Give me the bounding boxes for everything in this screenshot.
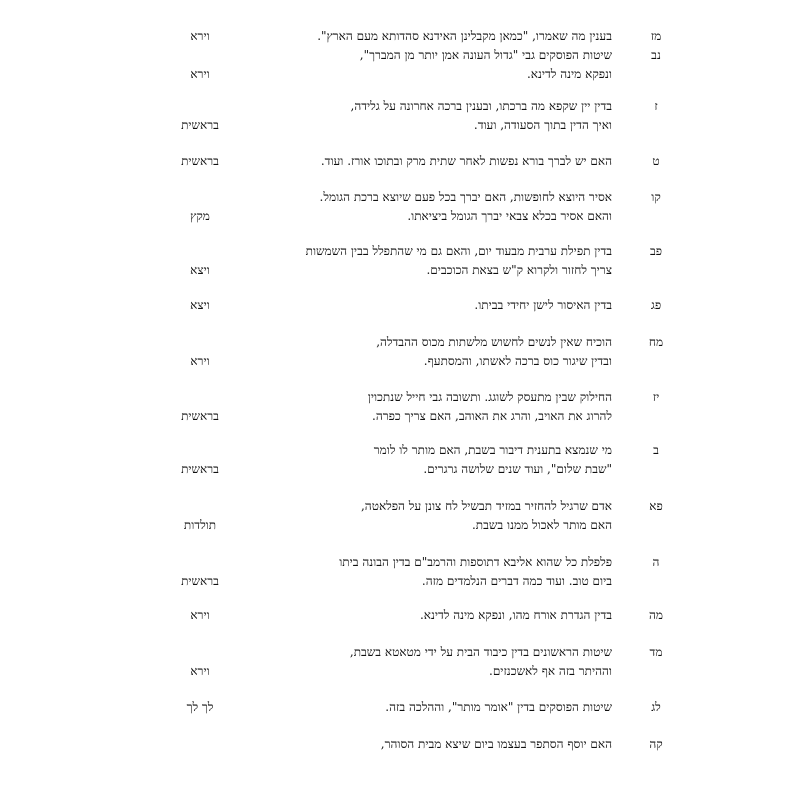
entry-text [232, 388, 612, 426]
entry-line: אדם שרגיל להחזיר במזיד תבשיל לח צונן על הפלאטה, [360, 499, 612, 513]
entry-text [232, 643, 612, 681]
entry-text [232, 97, 612, 135]
entry-parsha: לך לך [186, 700, 214, 714]
entry-number: יז [652, 390, 660, 404]
entry-line: האם יוסף הסתפר בעצמו ביום שיצא מבית הסוהר, [380, 737, 612, 751]
entry-parsha: וירא [190, 354, 210, 368]
entry-text [232, 296, 612, 315]
entry-text [232, 152, 612, 171]
entry-text [232, 606, 612, 625]
entry-parsha: וירא [190, 608, 210, 622]
entry-line: שיטות הראשונים בדין כיבוד הבית על ידי מטאטא בשבת, [349, 645, 612, 659]
entry-line: וההיתר בזה אף לאשכנזים. [489, 664, 612, 678]
entry-number: לג [651, 700, 661, 714]
entry-parsha: מקץ [190, 209, 210, 223]
entry-line: בדין הגדרת אורח מהו, ונפקא מינה לדינא. [419, 608, 612, 622]
entry-line: בדין האיסור לישן יחידי בביתו. [474, 298, 612, 312]
entry-text [232, 333, 612, 371]
entry-line: בענין מה שאמרו, "כמאן מקבלינן האידנא סהדותא מעם הארץ". [317, 29, 612, 43]
entry-number: מד [649, 645, 663, 659]
entry-number: פב [649, 244, 663, 258]
entry-line: להרוג את האויב, והרג את האוהב, האם צריך כפרה. [372, 409, 612, 423]
entry-line: הוכיח שאין לנשים לחשוש מלשתות מכוס ההבדלה, [376, 335, 612, 349]
entry-line: ובדין שיגור כוס ברכה לאשתו, והמסתעף. [423, 354, 612, 368]
entry-number: ט [652, 154, 660, 168]
entry-parsha: ויצא [190, 298, 210, 312]
entry-line: האם מותר לאכול ממנו בשבת. [471, 518, 612, 532]
entry-line: והאם אסיר בכלא צבאי יברך הגומל ביציאתו. [407, 209, 612, 223]
entry-parsha: וירא [190, 29, 210, 43]
entry-line: "שבת שלום", ועוד שנים שלושה גרגרים. [423, 462, 612, 476]
entry-line: בדין יין שקפא מה ברכתו, ובענין ברכה אחרונה על גלידה, [350, 99, 612, 113]
entry-text [232, 497, 612, 535]
entry-text [232, 441, 612, 479]
entry-parsha: וירא [190, 664, 210, 678]
entry-number: מה [648, 608, 663, 622]
entry-number: ז [654, 99, 658, 113]
entry-number: קה [649, 737, 663, 751]
entry-number: פג [650, 298, 662, 312]
entry-parsha: בראשית [181, 118, 219, 132]
entry-number: פא [649, 499, 663, 513]
entry-number: מז נב [650, 29, 662, 62]
entry-line: שיטות הפוסקים גבי "גדול העונה אמן יותר מן המברך", [359, 48, 612, 62]
entry-text [232, 735, 612, 754]
entry-line: בדין תפילת ערבית מבעוד יום, והאם גם מי שהתפלל בבין השמשות [305, 244, 612, 258]
entry-parsha: ויצא [190, 263, 210, 277]
entry-line: ונפקא מינה לדינא. [526, 67, 612, 81]
entry-text [232, 553, 612, 591]
entry-line: אסיר היוצא לחופשות, האם יברך בכל פעם שיוצא ברכת הגומל. [319, 190, 612, 204]
entry-parsha: בראשית [181, 154, 219, 168]
entry-text [232, 242, 612, 280]
entry-parsha: תולדות [183, 518, 217, 532]
entry-line: צריך לחזור ולקרוא ק"ש בצאת הכוכבים. [426, 263, 612, 277]
entry-number: מח [648, 335, 664, 349]
entry-parsha: בראשית [181, 409, 219, 423]
entry-text [232, 698, 612, 717]
entry-line: ואיך הדין בתוך הסעודה, ועוד. [473, 118, 612, 132]
entry-line: האם יש לברך בורא נפשות לאחר שתית מרק ובתוכו אורז. ועוד. [320, 154, 612, 168]
entry-parsha: בראשית [181, 462, 219, 476]
entry-line: פלפלת כל שהוא אליבא דתוספות והרמב"ם בדין הבונה ביתו [339, 555, 612, 569]
entry-line: החילוק שבין מתעסק לשוגג. ותשובה גבי חייל שנתכוין [367, 390, 612, 404]
entry-parsha: וירא [190, 67, 210, 81]
entry-number: ה [652, 555, 660, 569]
entry-number: ב [653, 443, 659, 457]
entry-line: ביום טוב. ועוד כמה דברים הנלמדים מזה. [421, 574, 612, 588]
entry-line: שיטות הפוסקים בדין "אומר מותר", וההלכה בזה. [385, 700, 612, 714]
entry-number: קו [651, 190, 661, 204]
entry-text [232, 27, 612, 84]
entry-line: מי שנמצא בתענית דיבור בשבת, האם מותר לו לומר [373, 443, 612, 457]
entry-parsha: בראשית [181, 574, 219, 588]
entry-text [232, 188, 612, 226]
